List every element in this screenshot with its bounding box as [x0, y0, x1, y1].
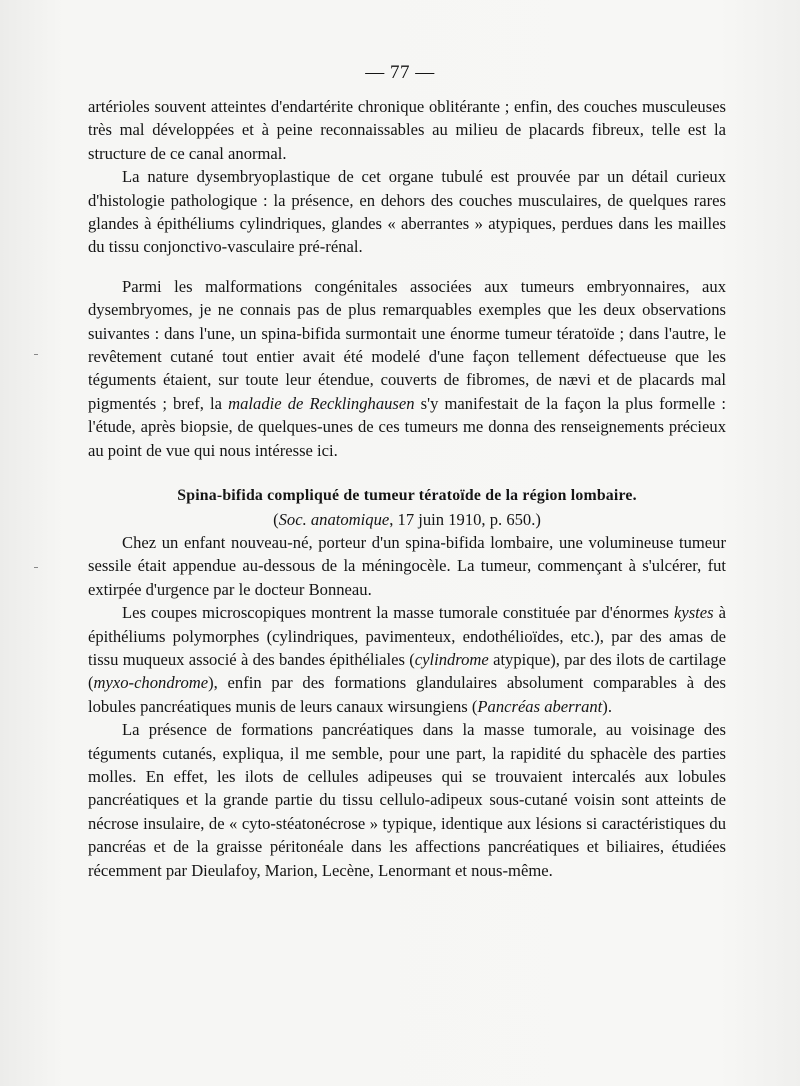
- paragraph-1: artérioles souvent atteintes d'endartérite chronique oblitérante ; enfin, des couches musculeuses très mal développées et à peine reconnaissables au milieu de placards fibreux, telle est la structure de ce canal anormal.: [88, 97, 726, 163]
- paragraph-6: La présence de formations pancréatiques dans la masse tumorale, au voisinage des téguments cutanés, expliqua, il me semble, pour une part, la rapidité du sphacèle des parties molles. En effet, les ilots de cellules adipeuses qui se trouvaient intercalés aux lobules pancréatiques et la grande partie du tissu cellulo-adipeux sous-cutané voisin sont atteints de nécrose insulaire, de « cyto-stéatonécrose » typique, identique aux lésions si caractéristiques du pancréas et de la graisse péritonéale dans les affections pancréatiques et biliaires, étudiées récemment par Dieulafoy, Marion, Lecène, Lenormant et nous-même.: [88, 720, 726, 880]
- section-reference: (Soc. anatomique, 17 juin 1910, p. 650.): [273, 509, 541, 529]
- paragraph-2: La nature dysembryoplastique de cet organe tubulé est prouvée par un détail curieux d'histologie pathologique : la présence, en dehors des couches musculaires, de quelques rares glandes à épithéliums cylindriques, glandes « aberrantes » atypiques, perdues dans les mailles du tissu conjonctivo-vasculaire pré-rénal.: [88, 167, 726, 257]
- page-number: — 77 —: [365, 62, 435, 83]
- margin-mark: [34, 567, 38, 568]
- paragraph-3: Parmi les malformations congénitales associées aux tumeurs embryonnaires, aux dysembryomes, je ne connais pas de plus remarquables exemples que les deux observations suivantes : dans l'une, un spina-bifida surmontait une énorme tumeur tératoïde ; dans l'autre, le revêtement cutané tout entier avait été modelé d'une façon tellement défectueuse que les téguments étaient, sur toute leur étendue, couverts de fibromes, de nævi et de placards mal pigmentés ; bref, la maladie de Recklinghausen s'y manifestait de la façon la plus formelle : l'étude, après biopsie, de quelques-unes de ces tumeurs me donna des renseignements précieux au point de vue qui nous intéresse ici.: [88, 276, 727, 460]
- body-text: [88, 95, 726, 882]
- margin-mark: [34, 354, 38, 355]
- section-heading: Spina-bifida compliqué de tumeur tératoïde de la région lombaire.: [177, 487, 637, 505]
- paragraph-5: Les coupes microscopiques montrent la masse tumorale constituée par d'énormes kystes à épithéliums polymorphes (cylindriques, pavimenteux, endothélioïdes, etc.), par des amas de tissu muqueux associé à des bandes épithéliales (cylindrome atypique), par des ilots de cartilage (myxo-chondrome), enfin par des formations glandulaires absolument comparables à des lobules pancréatiques munis de leurs canaux wirsungiens (Pancréas aberrant).: [88, 603, 726, 716]
- paragraph-4: Chez un enfant nouveau-né, porteur d'un spina-bifida lombaire, une volumineuse tumeur sessile était appendue au-dessous de la méningocèle. La tumeur, commençant à s'ulcérer, fut extirpée d'urgence par le docteur Bonneau.: [88, 532, 726, 599]
- emphasis: maladie de Recklinghausen: [228, 393, 415, 413]
